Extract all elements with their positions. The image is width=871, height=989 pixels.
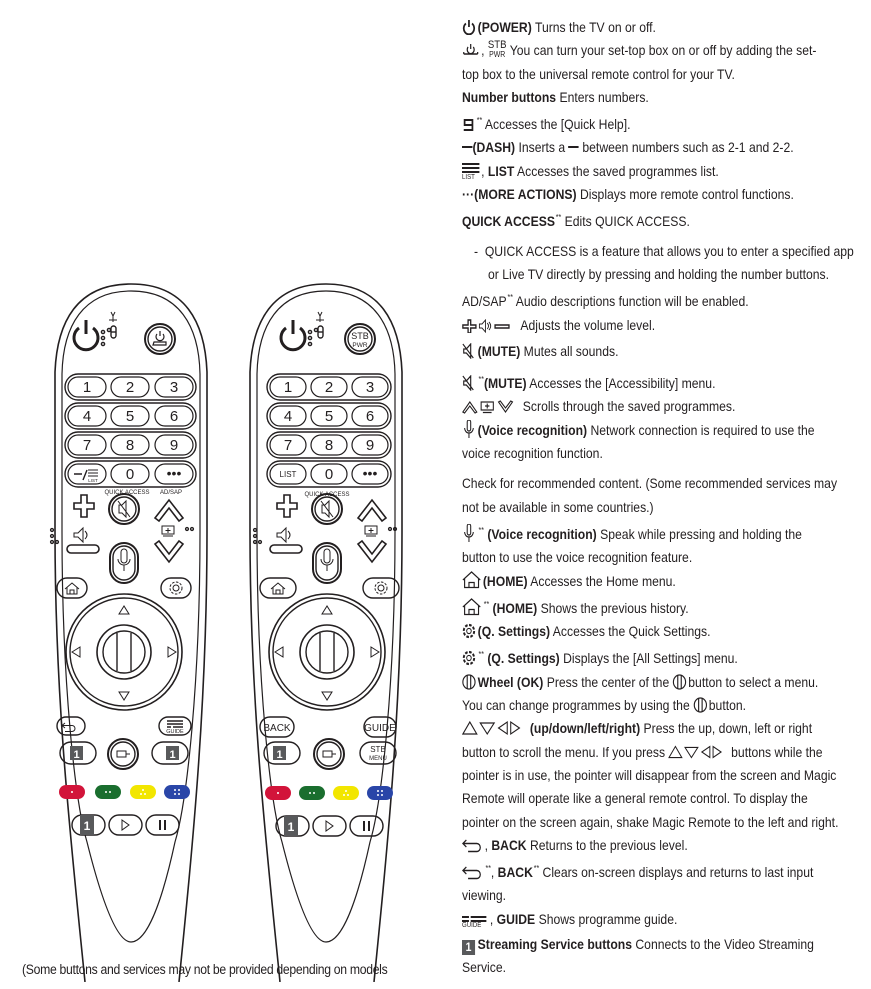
arrows-icon: [669, 744, 730, 760]
svg-text:8: 8: [324, 437, 334, 454]
home-icon: [462, 571, 481, 589]
desc-arrows: (up/down/left/right) Press the up, down, left or right: [462, 717, 862, 740]
svg-text:LIST: LIST: [279, 470, 297, 479]
back-icon: [462, 866, 483, 880]
desc-channel: Scrolls through the saved programmes.: [462, 395, 862, 418]
svg-text:7: 7: [82, 437, 92, 454]
home-icon: [462, 598, 481, 616]
desc-back: , BACK Returns to the previous level.: [462, 834, 862, 857]
svg-text:QUICK ACCESS: QUICK ACCESS: [104, 490, 150, 496]
desc-more-actions: ···(MORE ACTIONS) Displays more remote control functions.: [462, 186, 794, 203]
desc-q-settings-all: ** (Q. Settings) Displays the [All Settings] menu.: [462, 643, 862, 670]
microphone-icon: [462, 524, 476, 542]
svg-text:1: 1: [169, 749, 176, 761]
volume-icon: [462, 319, 516, 333]
svg-text:QUICK ACCESS: QUICK ACCESS: [304, 492, 350, 498]
desc-quick-access-note: - QUICK ACCESS is a feature that allows you to enter a specified app: [474, 242, 854, 259]
svg-text:3: 3: [169, 379, 179, 396]
desc-voice-recognition-hold: ** (Voice recognition) Speak while pressing and holding the: [462, 519, 862, 546]
desc-wheel: Wheel (OK) Press the center of the button to select a menu.: [462, 671, 862, 694]
desc-mute-accessibility: **(MUTE) Accesses the [Accessibility] menu.: [462, 368, 862, 395]
desc-mute: (MUTE) Mutes all sounds.: [462, 340, 862, 363]
quick-help-9-icon: [462, 118, 474, 132]
desc-home: (HOME) Accesses the Home menu.: [462, 570, 862, 593]
svg-text:AD/SAP: AD/SAP: [159, 490, 183, 496]
mute-icon: [462, 375, 476, 391]
svg-text:9: 9: [365, 437, 375, 454]
wheel-icon: [673, 674, 687, 690]
desc-voice-recognition: (Voice recognition) Network connection is required to use the: [462, 419, 862, 442]
magic-remote-b: [242, 282, 410, 982]
svg-text:MENU: MENU: [369, 756, 387, 762]
svg-text:5: 5: [125, 408, 135, 425]
svg-text:5: 5: [324, 408, 334, 425]
power-icon: [462, 19, 476, 35]
svg-text:1: 1: [82, 379, 92, 396]
svg-text:3: 3: [365, 379, 375, 396]
svg-text:8: 8: [125, 437, 135, 454]
desc-volume: Adjusts the volume level.: [462, 314, 862, 337]
svg-text:2: 2: [324, 379, 334, 396]
desc-quick-help: ** Accesses the [Quick Help].: [462, 109, 862, 136]
dash-icon: [462, 146, 472, 148]
streaming-icon: 1: [462, 940, 475, 955]
wheel-icon: [693, 697, 707, 713]
desc-guide: GUIDE , GUIDE Shows programme guide.: [462, 910, 678, 929]
svg-text:6: 6: [365, 408, 375, 425]
settings-icon: [462, 650, 476, 666]
svg-text:2: 2: [125, 379, 135, 396]
svg-text:•••: •••: [166, 465, 182, 481]
svg-text:4: 4: [82, 408, 92, 425]
svg-text:PWR: PWR: [352, 342, 368, 349]
svg-text:•••: •••: [362, 465, 378, 481]
wheel-icon: [462, 674, 476, 690]
guide-icon: GUIDE: [462, 913, 488, 930]
power-icon: [74, 320, 98, 350]
channel-icon: [462, 400, 518, 414]
svg-text:0: 0: [324, 466, 334, 483]
svg-text:GUIDE: GUIDE: [166, 729, 184, 735]
desc-stb-power: , STB PWR You can turn your set-top box on or off by adding the set-: [462, 39, 862, 62]
svg-text:1: 1: [83, 819, 91, 833]
arrows-icon: [462, 720, 528, 736]
footnote: (Some buttons and services may not be provided depending on models: [22, 962, 388, 978]
magic-remote-a: [47, 282, 215, 982]
svg-text:1: 1: [73, 749, 80, 761]
svg-text:1: 1: [287, 820, 295, 834]
svg-text:9: 9: [169, 437, 179, 454]
desc-back-clear: **, BACK** Clears on-screen displays and returns to last input: [462, 857, 862, 884]
svg-text:0: 0: [125, 466, 135, 483]
svg-text:STB: STB: [351, 331, 369, 341]
svg-text:BACK: BACK: [263, 723, 291, 734]
button-descriptions: (POWER) Turns the TV on or off. , STB PWR You can turn your set-top box on or off by adding the set- top box to the universal remote control for your TV. Number buttons Enters numbers. ** Accesses the [Quick Help]. (DASH) Inserts a between numbers such as 2-1 and 2-2. LIST , LIST Accesses the saved programmes list. ···(MORE ACTIONS) Displays more remote control functions. QUICK ACCESS** Edits QUICK ACCESS. - QUICK ACCESS is a feature that allows you to enter a specified app or Live TV directly by pressing and holding the number buttons. AD/SAP** Audio descriptions function will be enabled. Adjusts the volume level. (MUTE) Mutes all sounds. **(MUTE) Accesses the [Accessibility] menu. Scrolls through the saved programmes. (Voice recognition) Network connection is required to use the voice recognition function. Check for recommended content. (Some recommended services may not be available in some countries.) ** (Voice recognition) Speak while pressing and holding the button to use the voice recognition feature. (HOME) Accesses the Home menu. ** (HOME) Shows the previous history. (Q. Settings) Accesses the Quick Settings. ** (Q. Settings) Displays the [All Settings] menu. Wheel (OK) Press the center of the button to select a menu. You can change programmes by using the button. (up/down/left/right) Press the up, down, left or right button to scroll the menu. If you press buttons while the pointer is in use, the pointer will disappear from the screen and Magic Remote will operate like a general remote control. To display the pointer on the screen again, shake Magic Remote to the left and right. , BACK Returns to the previous level. **, BACK** Clears on-screen displays and returns to last input viewing. GUIDE , GUIDE Shows programme guide. 1 Streaming Service buttons Connects to the Video Streaming Service.: [462, 16, 862, 980]
mute-icon: [462, 343, 476, 359]
svg-text:6: 6: [169, 408, 179, 425]
desc-ad-sap: AD/SAP** Audio descriptions function will be enabled.: [462, 293, 749, 310]
svg-text:LIST: LIST: [88, 478, 98, 483]
desc-quick-access: QUICK ACCESS** Edits QUICK ACCESS.: [462, 213, 690, 230]
desc-number-buttons: Number buttons Enters numbers.: [462, 88, 649, 105]
stb-power-icon: [462, 42, 479, 58]
list-icon: LIST: [462, 163, 479, 181]
svg-text:4: 4: [283, 408, 293, 425]
desc-q-settings: (Q. Settings) Accesses the Quick Settings.: [462, 620, 862, 643]
desc-home-history: ** (HOME) Shows the previous history.: [462, 593, 862, 620]
svg-text:GUIDE: GUIDE: [364, 723, 396, 734]
svg-text:1: 1: [276, 749, 283, 761]
desc-streaming: 1 Streaming Service buttons Connects to the Video Streaming: [462, 933, 862, 956]
svg-text:1: 1: [283, 379, 293, 396]
desc-power: (POWER) Turns the TV on or off.: [462, 16, 862, 39]
more-actions-icon: ···: [462, 186, 475, 203]
svg-text:7: 7: [283, 437, 293, 454]
settings-icon: [462, 623, 476, 639]
microphone-icon: [462, 420, 476, 438]
desc-dash: (DASH) Inserts a between numbers such as 2-1 and 2-2.: [462, 136, 862, 159]
desc-list: LIST , LIST Accesses the saved programmes list.: [462, 162, 719, 181]
svg-text:STB: STB: [370, 745, 386, 754]
desc-recommended: Check for recommended content. (Some recommended services may: [462, 475, 838, 492]
back-icon: [462, 839, 483, 853]
